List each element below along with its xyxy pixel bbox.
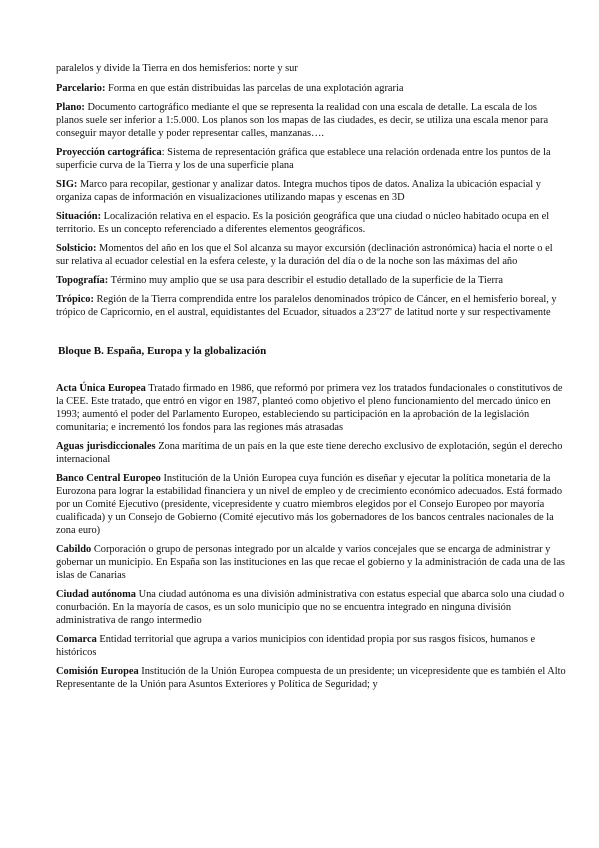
glossary-term: Parcelario:: [56, 83, 106, 94]
glossary-definition: Corporación o grupo de personas integrado por un alcalde y varios concejales que se encarga de administrar y gobernar un municipio. En España son las instituciones en las que recae el gobierno y la administración de cada una de las islas de Canarias: [56, 544, 565, 581]
glossary-term: Trópico:: [56, 294, 94, 305]
glossary-entry: [56, 210, 566, 236]
glossary-term: SIG:: [56, 179, 78, 190]
glossary-definition: Marco para recopilar, gestionar y analizar datos. Integra muchos tipos de datos. Analiza la ubicación espacial y organiza capas de información en visualizaciones utilizando mapas y escenas en 3D: [56, 179, 541, 203]
glossary-term: Aguas jurisdiccionales: [56, 441, 156, 452]
glossary-definition: Zona marítima de un país en la que este tiene derecho exclusivo de explotación, según el derecho internacional: [56, 441, 563, 465]
glossary-definition: Institución de la Unión Europea compuesta de un presidente; un vicepresidente que es también el Alto Representante de la Unión para Asuntos Exteriores y Política de Seguridad; y: [56, 666, 566, 690]
block-a-entries: [56, 82, 566, 319]
block-a-column: [56, 62, 566, 697]
glossary-entry: [56, 178, 566, 204]
glossary-definition: Una ciudad autónoma es una división administrativa con estatus especial que abarca solo una ciudad o conurbación. En la mayoría de casos, es un solo municipio que no se encuentra integrado en ninguna división administrativa de rango intermedio: [56, 589, 565, 626]
glossary-definition: Momentos del año en los que el Sol alcanza su mayor excursión (declinación astronómica) hacia el norte o el sur relativa al ecuador celestial en la esfera celeste, y la duración del día o de la noche son las máximas del año: [56, 243, 553, 267]
glossary-entry: [56, 440, 566, 466]
glossary-term: Solsticio:: [56, 243, 97, 254]
glossary-term: Acta Única Europea: [56, 383, 146, 394]
glossary-term: Proyección cartográfica: [56, 147, 162, 158]
glossary-entry: [56, 101, 566, 140]
glossary-entry: [56, 242, 566, 268]
glossary-term: Cabildo: [56, 544, 92, 555]
glossary-term: Comarca: [56, 634, 97, 645]
glossary-definition: Documento cartográfico mediante el que se representa la realidad con una escala de detalle. La escala de los planos suele ser inferior a 1:5.000. Los planos son los mapas de las ciudades, es decir, se utiliza una escala menor para conseguir mayor detalle y poder representar calles, manzanas….: [56, 102, 549, 139]
glossary-definition: Entidad territorial que agrupa a varios municipios con identidad propia por sus rasgos físicos, humanos e históricos: [56, 634, 536, 658]
glossary-entry: [56, 665, 566, 691]
glossary-entry: [56, 588, 566, 627]
glossary-term: Situación:: [56, 211, 102, 222]
glossary-definition: Institución de la Unión Europea cuya función es diseñar y ejecutar la política monetaria de la Eurozona para lograr la estabilidad financiera y un nivel de empleo y de crecimiento económico adecuados. Está formado por un Comité Ejecutivo (presidente, vicepresidente y cuatro miembros elegidos por el Consejo Europeo por mayoría cualificada) y un Consejo de Gobierno (Comité ejecutivo más los gobernadores de los bancos centrales nacionales de la zona euro): [56, 473, 563, 536]
glossary-entry: [56, 82, 566, 95]
glossary-entry: [56, 146, 566, 172]
glossary-definition: Tratado firmado en 1986, que reformó por primera vez los tratados fundacionales o constitutivos de la CEE. Este tratado, que entró en vigor en 1987, planteó como objetivo el pleno funcionamiento del mercado único en 1993; aumentó el poder del Parlamento Europeo, estableciendo su participación en la aprobación de la legislación comunitaria; e incrementó los fondos para las regiones más atrasadas: [56, 383, 563, 433]
glossary-term: Topografía:: [56, 275, 109, 286]
lead-text: paralelos y divide la Tierra en dos hemisferios: norte y sur: [56, 63, 298, 74]
glossary-definition: Forma en que están distribuidas las parcelas de una explotación agraria: [105, 83, 404, 94]
glossary-entry: [56, 472, 566, 537]
glossary-term: Ciudad autónoma: [56, 589, 136, 600]
block-b-entries: [56, 382, 566, 691]
glossary-entry: [56, 293, 566, 319]
glossary-term: Banco Central Europeo: [56, 473, 161, 484]
glossary-definition: Localización relativa en el espacio. Es la posición geográfica que una ciudad o núcleo habitado ocupa en el territorio. Es un concepto referenciado a diferentes elementos geográficos.: [56, 211, 550, 235]
glossary-entry: [56, 382, 566, 434]
glossary-definition: Término muy amplio que se usa para describir el estudio detallado de la superficie de la Tierra: [108, 275, 503, 286]
glossary-term: Plano:: [56, 102, 85, 113]
glossary-term: Comisión Europea: [56, 666, 139, 677]
section-heading-block-b: Bloque B. España, Europa y la globalización: [58, 345, 267, 357]
glossary-definition: : Sistema de representación gráfica que establece una relación ordenada entre los puntos de la superficie curva de la Tierra y los de una superficie plana: [56, 147, 551, 171]
glossary-entry: [56, 274, 566, 287]
glossary-definition: Región de la Tierra comprendida entre los paralelos denominados trópico de Cáncer, en el hemisferio boreal, y trópico de Capricornio, en el austral, equidistantes del Ecuador, situados a 23º27' de latitud norte y sur respectivamente: [56, 294, 557, 318]
glossary-entry: [56, 543, 566, 582]
glossary-entry: [56, 633, 566, 659]
